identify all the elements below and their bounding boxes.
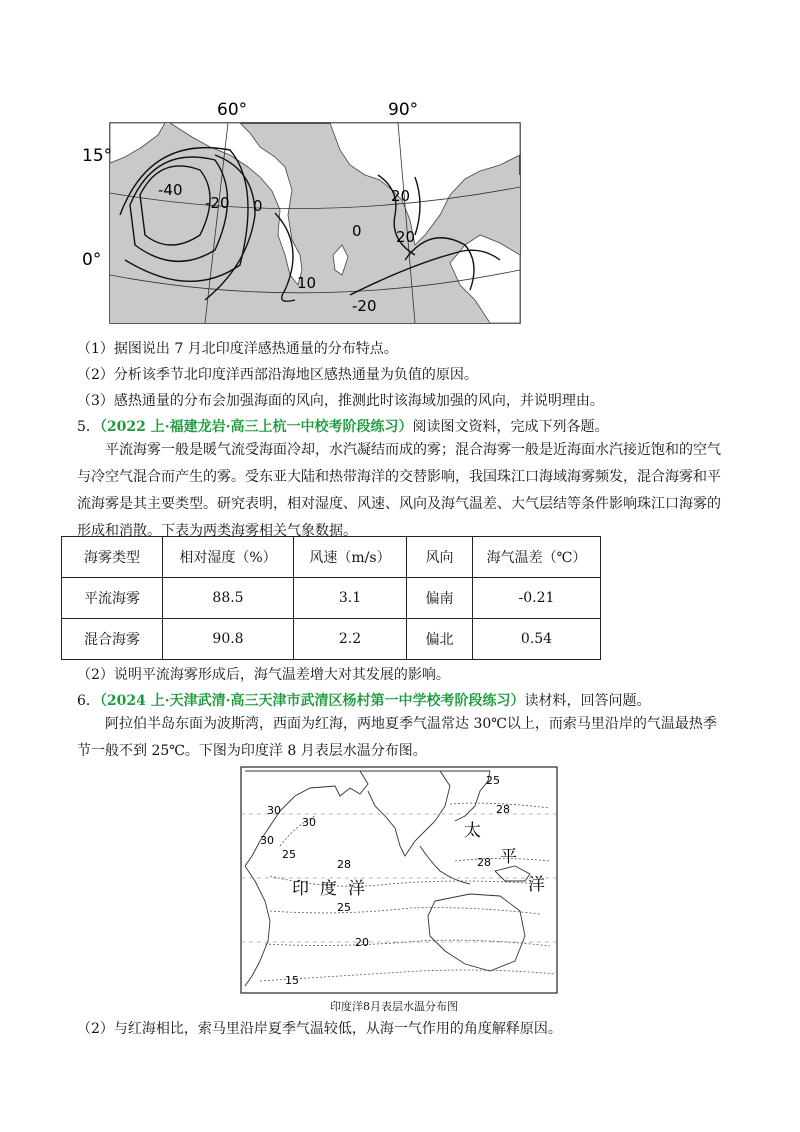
- isoline-label: -40: [158, 181, 183, 199]
- ocean-label: 度: [320, 879, 337, 899]
- table-row: [62, 619, 601, 660]
- table-cell: 88.5: [163, 578, 294, 619]
- isotherm-label: 30: [260, 834, 274, 847]
- lon-label: 60°: [217, 100, 248, 120]
- question-5-paragraph: 平流海雾一般是暖气流受海面冷却，水汽凝结而成的雾；混合海雾一般是近海面水汽接近饱和的空气与冷空气混合而产生的雾。受东亚大陆和热带海洋的交替影响，我国珠江口海域海雾频发，混合海雾和平流海雾是其主要类型。研究表明，相对湿度、风速、风向及海气温差、大气层结等条件影响珠江口海雾的形成和消散。下表为两类海雾相关气象数据。: [77, 442, 721, 539]
- isotherm-label: 30: [302, 816, 316, 829]
- table-header-cell: 风速（m/s）: [294, 537, 407, 578]
- table-header-cell: 风向: [407, 537, 473, 578]
- sea-surface-temperature-map: [240, 766, 558, 994]
- isoline-label: 0: [253, 197, 263, 215]
- question-4-3: （3）感热通量的分布会加强海面的风向，推测此时该海域加强的风向，并说明理由。: [77, 393, 604, 409]
- question-5-header: [77, 418, 609, 436]
- question-4-1: （1）据图说出 7 月北印度洋感热通量的分布特点。: [77, 341, 398, 357]
- lon-label: 90°: [388, 100, 419, 120]
- isoline-label: -20: [352, 297, 377, 315]
- table-header-cell: 海气温差（℃）: [473, 537, 601, 578]
- table-cell: 混合海雾: [62, 619, 163, 660]
- sea-fog-table: [61, 536, 601, 660]
- ocean-label: 洋: [348, 879, 365, 899]
- ocean-label: 太: [464, 821, 481, 841]
- question-source: （2022 上·福建龙岩·高三上杭一中校考阶段练习）: [99, 419, 413, 435]
- isoline-label: 20: [391, 187, 411, 205]
- table-cell: 平流海雾: [62, 578, 163, 619]
- table-header-row: [62, 537, 601, 578]
- isotherm-label: 20: [355, 936, 369, 949]
- isotherm-label: 28: [477, 856, 491, 869]
- ocean-label: 平: [500, 847, 517, 867]
- question-instruction: 阅读图文资料，完成下列各题。: [412, 419, 609, 435]
- isotherm-label: 28: [337, 858, 351, 871]
- question-4-2: （2）分析该季节北印度洋西部沿海地区感热通量为负值的原因。: [77, 367, 478, 383]
- table-cell: 2.2: [294, 619, 407, 660]
- question-6-paragraph: 阿拉伯半岛东面为波斯湾，西面为红海，两地夏季气温常达 30℃以上，而索马里沿岸的气温最热季节一般不到 25℃。下图为印度洋 8 月表层水温分布图。: [77, 716, 717, 759]
- table-header-cell: 相对湿度（%）: [163, 537, 294, 578]
- map-caption: 印度洋8月表层水温分布图: [330, 1000, 458, 1013]
- lat-label: 15°: [82, 146, 113, 166]
- question-5-2: （2）说明平流海雾形成后，海气温差增大对其发展的影响。: [77, 667, 450, 683]
- isoline-label: 20: [396, 228, 416, 246]
- table-header-cell: 海雾类型: [62, 537, 163, 578]
- table-cell: 90.8: [163, 619, 294, 660]
- table-cell: 0.54: [473, 619, 601, 660]
- isotherm-label: 25: [486, 774, 500, 787]
- question-number: 6．: [77, 693, 100, 709]
- question-6-2: （2）与红海相比，索马里沿岸夏季气温较低，从海一气作用的角度解释原因。: [77, 1021, 562, 1037]
- sensible-heat-flux-map: [80, 95, 530, 327]
- question-instruction: 读材料，回答问题。: [524, 693, 651, 709]
- question-6-header: [77, 692, 651, 710]
- table-cell: 偏北: [407, 619, 473, 660]
- isoline-label: 0: [352, 222, 362, 240]
- isotherm-label: 15: [285, 974, 299, 987]
- isotherm-label: 25: [282, 848, 296, 861]
- ocean-label: 洋: [528, 875, 545, 895]
- isoline-label: -20: [205, 194, 230, 212]
- isotherm-label: 28: [496, 803, 510, 816]
- isotherm-label: 30: [267, 804, 281, 817]
- lat-label: 0°: [82, 250, 102, 270]
- table-row: [62, 578, 601, 619]
- question-number: 5．: [77, 419, 100, 435]
- ocean-label: 印: [292, 879, 309, 899]
- table-cell: -0.21: [473, 578, 601, 619]
- table-cell: 3.1: [294, 578, 407, 619]
- table-cell: 偏南: [407, 578, 473, 619]
- question-source: （2024 上·天津武清·高三天津市武清区杨村第一中学校考阶段练习）: [99, 693, 525, 709]
- isotherm-label: 25: [337, 901, 351, 914]
- isoline-label: 10: [297, 274, 317, 292]
